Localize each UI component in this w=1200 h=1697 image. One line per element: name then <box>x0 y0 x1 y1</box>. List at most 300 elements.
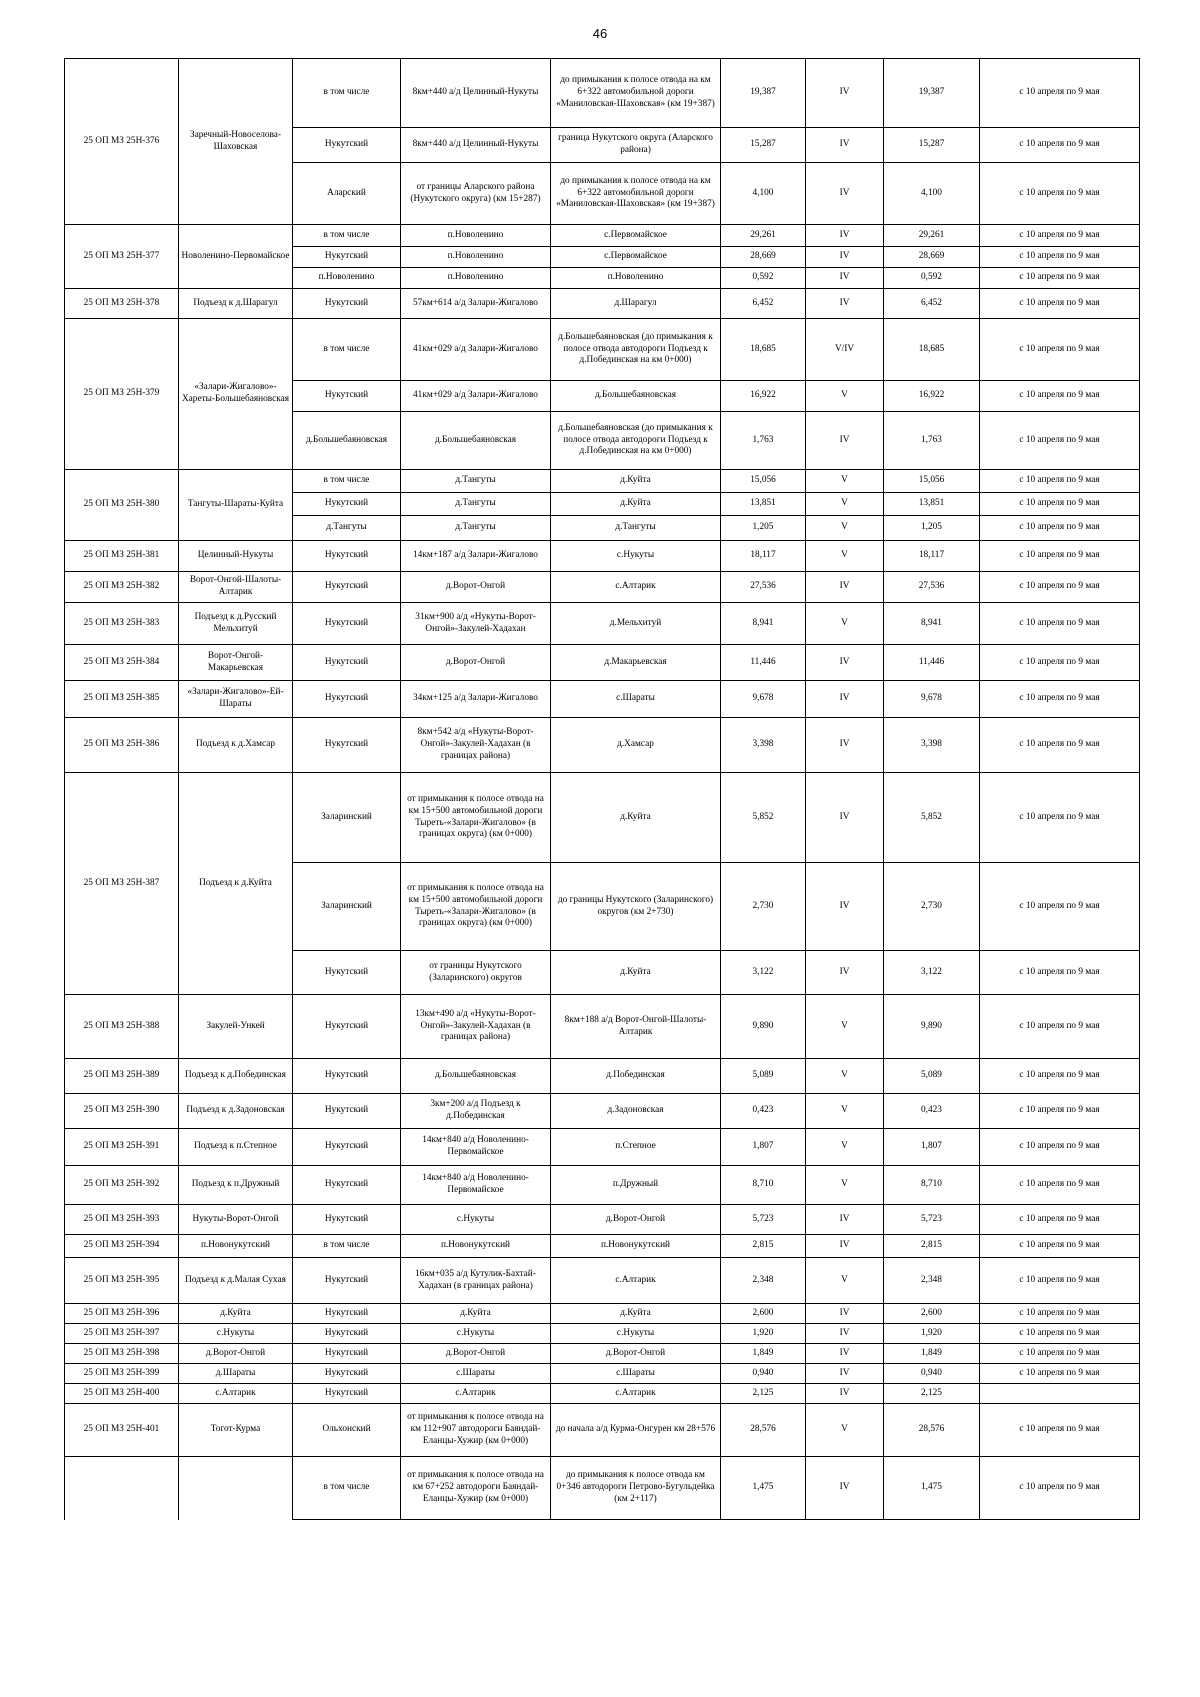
district-cell: Нукутский <box>293 718 401 773</box>
to-cell: д.Задоновская <box>551 1094 721 1129</box>
table-row <box>65 1304 1140 1324</box>
period-cell: с 10 апреля по 9 мая <box>980 493 1140 516</box>
total-cell: 8,710 <box>884 1166 980 1205</box>
length-cell: 6,452 <box>721 289 806 319</box>
category-cell: IV <box>806 1205 884 1235</box>
table-row <box>65 773 1140 863</box>
period-cell: с 10 апреля по 9 мая <box>980 645 1140 681</box>
from-cell: д.Большебаяновская <box>401 1059 551 1094</box>
district-cell: Нукутский <box>293 289 401 319</box>
district-cell: Заларинский <box>293 773 401 863</box>
length-cell: 28,576 <box>721 1404 806 1457</box>
to-cell: граница Нукутского округа (Аларского района) <box>551 128 721 163</box>
to-cell: с.Алтарик <box>551 1384 721 1404</box>
road-name-cell: Подъезд к д.Малая Сухая <box>179 1258 293 1304</box>
table-row <box>65 1205 1140 1235</box>
period-cell: с 10 апреля по 9 мая <box>980 995 1140 1059</box>
length-cell: 29,261 <box>721 225 806 247</box>
from-cell: от примыкания к полосе отвода на км 15+500 автомобильной дороги Тыреть-«Залари-Жигалово» (в границах округа) (км 0+000) <box>401 863 551 951</box>
to-cell: с.Нукуты <box>551 541 721 572</box>
road-code-cell: 25 ОП МЗ 25Н-382 <box>65 572 179 603</box>
category-cell: IV <box>806 1384 884 1404</box>
to-cell: до начала а/д Курма-Онгурен км 28+576 <box>551 1404 721 1457</box>
length-cell: 11,446 <box>721 645 806 681</box>
from-cell: от границы Аларского района (Нукутского округа) (км 15+287) <box>401 163 551 225</box>
from-cell: с.Нукуты <box>401 1205 551 1235</box>
district-cell: в том числе <box>293 59 401 128</box>
period-cell: с 10 апреля по 9 мая <box>980 1457 1140 1520</box>
from-cell: 57км+614 а/д Залари-Жигалово <box>401 289 551 319</box>
period-cell: с 10 апреля по 9 мая <box>980 1166 1140 1205</box>
table-row <box>65 572 1140 603</box>
to-cell: д.Куйта <box>551 493 721 516</box>
to-cell: д.Хамсар <box>551 718 721 773</box>
category-cell: IV <box>806 1304 884 1324</box>
road-name-cell: Подъезд к д.Хамсар <box>179 718 293 773</box>
district-cell: Нукутский <box>293 603 401 645</box>
district-cell: в том числе <box>293 1457 401 1520</box>
road-name-cell: д.Куйта <box>179 1304 293 1324</box>
period-cell: с 10 апреля по 9 мая <box>980 863 1140 951</box>
to-cell: д.Куйта <box>551 470 721 493</box>
table-row <box>65 1324 1140 1344</box>
to-cell: д.Куйта <box>551 1304 721 1324</box>
road-code-cell: 25 ОП МЗ 25Н-387 <box>65 773 179 995</box>
period-cell: с 10 апреля по 9 мая <box>980 225 1140 247</box>
road-name-cell: Нукуты-Ворот-Онгой <box>179 1205 293 1235</box>
total-cell: 0,940 <box>884 1364 980 1384</box>
category-cell: IV <box>806 572 884 603</box>
road-name-cell: Подъезд к д.Задоновская <box>179 1094 293 1129</box>
category-cell: IV <box>806 1364 884 1384</box>
to-cell: д.Ворот-Онгой <box>551 1344 721 1364</box>
table-row <box>65 1059 1140 1094</box>
total-cell: 1,205 <box>884 516 980 541</box>
total-cell: 1,475 <box>884 1457 980 1520</box>
category-cell: IV <box>806 247 884 268</box>
length-cell: 4,100 <box>721 163 806 225</box>
period-cell: с 10 апреля по 9 мая <box>980 718 1140 773</box>
category-cell: IV <box>806 718 884 773</box>
period-cell: с 10 апреля по 9 мая <box>980 268 1140 289</box>
length-cell: 9,678 <box>721 681 806 718</box>
table-row <box>65 1384 1140 1404</box>
district-cell: Нукутский <box>293 572 401 603</box>
district-cell: Нукутский <box>293 128 401 163</box>
table-row <box>65 470 1140 493</box>
to-cell: до примыкания к полосе отвода на км 6+322 автомобильной дороги «Маниловская-Шаховская» (км 19+387) <box>551 163 721 225</box>
category-cell: V/IV <box>806 319 884 381</box>
total-cell: 15,287 <box>884 128 980 163</box>
period-cell: с 10 апреля по 9 мая <box>980 163 1140 225</box>
road-code-cell: 25 ОП МЗ 25Н-399 <box>65 1364 179 1384</box>
table-row <box>65 289 1140 319</box>
category-cell: IV <box>806 1235 884 1258</box>
road-code-cell: 25 ОП МЗ 25Н-379 <box>65 319 179 470</box>
category-cell: IV <box>806 645 884 681</box>
length-cell: 1,849 <box>721 1344 806 1364</box>
period-cell: с 10 апреля по 9 мая <box>980 319 1140 381</box>
category-cell: V <box>806 603 884 645</box>
category-cell: IV <box>806 268 884 289</box>
length-cell: 2,730 <box>721 863 806 951</box>
from-cell: п.Новоленино <box>401 247 551 268</box>
table-row <box>65 718 1140 773</box>
district-cell: Нукутский <box>293 1129 401 1166</box>
table-row <box>65 1258 1140 1304</box>
from-cell: 8км+440 а/д Целинный-Нукуты <box>401 128 551 163</box>
length-cell: 2,815 <box>721 1235 806 1258</box>
road-name-cell: Заречный-Новоселова-Шаховская <box>179 59 293 225</box>
to-cell: д.Макарьевская <box>551 645 721 681</box>
category-cell: IV <box>806 412 884 470</box>
district-cell: в том числе <box>293 319 401 381</box>
roads-table-body <box>65 59 1140 1520</box>
category-cell: V <box>806 381 884 412</box>
to-cell: до примыкания к полосе отвода км 0+346 автодороги Петрово-Бугульдейка (км 2+117) <box>551 1457 721 1520</box>
road-code-cell: 25 ОП МЗ 25Н-388 <box>65 995 179 1059</box>
road-code-cell: 25 ОП МЗ 25Н-389 <box>65 1059 179 1094</box>
period-cell: с 10 апреля по 9 мая <box>980 247 1140 268</box>
length-cell: 28,669 <box>721 247 806 268</box>
district-cell: Нукутский <box>293 1166 401 1205</box>
to-cell: с.Первомайское <box>551 225 721 247</box>
period-cell: с 10 апреля по 9 мая <box>980 1129 1140 1166</box>
road-code-cell: 25 ОП МЗ 25Н-396 <box>65 1304 179 1324</box>
road-code-cell: 25 ОП МЗ 25Н-384 <box>65 645 179 681</box>
table-row <box>65 1235 1140 1258</box>
category-cell: V <box>806 1094 884 1129</box>
total-cell: 8,941 <box>884 603 980 645</box>
to-cell: п.Степное <box>551 1129 721 1166</box>
total-cell: 11,446 <box>884 645 980 681</box>
length-cell: 2,125 <box>721 1384 806 1404</box>
district-cell: Нукутский <box>293 1344 401 1364</box>
length-cell: 8,710 <box>721 1166 806 1205</box>
category-cell: IV <box>806 289 884 319</box>
from-cell: с.Шараты <box>401 1364 551 1384</box>
table-row <box>65 225 1140 247</box>
table-row <box>65 59 1140 128</box>
total-cell: 19,387 <box>884 59 980 128</box>
length-cell: 18,685 <box>721 319 806 381</box>
length-cell: 0,592 <box>721 268 806 289</box>
road-name-cell <box>179 1457 293 1520</box>
total-cell: 2,348 <box>884 1258 980 1304</box>
district-cell: д.Тангуты <box>293 516 401 541</box>
district-cell: Нукутский <box>293 493 401 516</box>
from-cell: 31км+900 а/д «Нукуты-Ворот-Онгой»-Закулей-Хадахан <box>401 603 551 645</box>
total-cell: 3,398 <box>884 718 980 773</box>
district-cell: Нукутский <box>293 1258 401 1304</box>
length-cell: 19,387 <box>721 59 806 128</box>
to-cell: д.Ворот-Онгой <box>551 1205 721 1235</box>
district-cell: Нукутский <box>293 1324 401 1344</box>
period-cell: с 10 апреля по 9 мая <box>980 951 1140 995</box>
length-cell: 2,348 <box>721 1258 806 1304</box>
road-code-cell: 25 ОП МЗ 25Н-390 <box>65 1094 179 1129</box>
road-name-cell: Закулей-Ункей <box>179 995 293 1059</box>
total-cell: 18,117 <box>884 541 980 572</box>
from-cell: 41км+029 а/д Залари-Жигалово <box>401 381 551 412</box>
period-cell: с 10 апреля по 9 мая <box>980 572 1140 603</box>
road-code-cell: 25 ОП МЗ 25Н-391 <box>65 1129 179 1166</box>
road-name-cell: д.Шараты <box>179 1364 293 1384</box>
category-cell: V <box>806 493 884 516</box>
to-cell: с.Шараты <box>551 1364 721 1384</box>
road-code-cell: 25 ОП МЗ 25Н-383 <box>65 603 179 645</box>
category-cell: V <box>806 541 884 572</box>
road-name-cell: Новоленино-Первомайское <box>179 225 293 289</box>
length-cell: 3,122 <box>721 951 806 995</box>
table-row <box>65 645 1140 681</box>
table-row <box>65 1404 1140 1457</box>
to-cell: с.Алтарик <box>551 572 721 603</box>
length-cell: 0,423 <box>721 1094 806 1129</box>
from-cell: 3км+200 а/д Подъезд к д.Побединская <box>401 1094 551 1129</box>
district-cell: Нукутский <box>293 1364 401 1384</box>
district-cell: Нукутский <box>293 951 401 995</box>
total-cell: 5,852 <box>884 773 980 863</box>
table-row <box>65 541 1140 572</box>
to-cell: 8км+188 а/д Ворот-Онгой-Шалоты-Алтарик <box>551 995 721 1059</box>
category-cell: V <box>806 470 884 493</box>
total-cell: 1,849 <box>884 1344 980 1364</box>
total-cell: 16,922 <box>884 381 980 412</box>
period-cell: с 10 апреля по 9 мая <box>980 1364 1140 1384</box>
to-cell: д.Шарагул <box>551 289 721 319</box>
length-cell: 5,723 <box>721 1205 806 1235</box>
road-code-cell: 25 ОП МЗ 25Н-401 <box>65 1404 179 1457</box>
total-cell: 28,669 <box>884 247 980 268</box>
from-cell: от границы Нукутского (Заларинского) округов <box>401 951 551 995</box>
to-cell: с.Первомайское <box>551 247 721 268</box>
period-cell <box>980 1384 1140 1404</box>
length-cell: 18,117 <box>721 541 806 572</box>
from-cell: 14км+840 а/д Новоленино-Первомайское <box>401 1166 551 1205</box>
period-cell: с 10 апреля по 9 мая <box>980 541 1140 572</box>
from-cell: д.Тангуты <box>401 516 551 541</box>
length-cell: 5,852 <box>721 773 806 863</box>
road-name-cell: Ворот-Онгой-Макарьевская <box>179 645 293 681</box>
to-cell: до примыкания к полосе отвода на км 6+322 автомобильной дороги «Маниловская-Шаховская» (км 19+387) <box>551 59 721 128</box>
road-code-cell: 25 ОП МЗ 25Н-378 <box>65 289 179 319</box>
district-cell: Нукутский <box>293 247 401 268</box>
road-name-cell: Ворот-Онгой-Шалоты-Алтарик <box>179 572 293 603</box>
table-row <box>65 1129 1140 1166</box>
from-cell: 8км+542 а/д «Нукуты-Ворот-Онгой»-Закулей-Хадахан (в границах района) <box>401 718 551 773</box>
period-cell: с 10 апреля по 9 мая <box>980 412 1140 470</box>
road-code-cell: 25 ОП МЗ 25Н-376 <box>65 59 179 225</box>
road-code-cell: 25 ОП МЗ 25Н-400 <box>65 1384 179 1404</box>
total-cell: 5,089 <box>884 1059 980 1094</box>
length-cell: 1,205 <box>721 516 806 541</box>
period-cell: с 10 апреля по 9 мая <box>980 773 1140 863</box>
category-cell: IV <box>806 1457 884 1520</box>
to-cell: д.Большебаяновская <box>551 381 721 412</box>
road-code-cell: 25 ОП МЗ 25Н-398 <box>65 1344 179 1364</box>
total-cell: 1,763 <box>884 412 980 470</box>
period-cell: с 10 апреля по 9 мая <box>980 470 1140 493</box>
to-cell: п.Новоленино <box>551 268 721 289</box>
length-cell: 15,056 <box>721 470 806 493</box>
road-code-cell: 25 ОП МЗ 25Н-385 <box>65 681 179 718</box>
period-cell: с 10 апреля по 9 мая <box>980 1258 1140 1304</box>
table-row <box>65 1094 1140 1129</box>
category-cell: IV <box>806 59 884 128</box>
total-cell: 28,576 <box>884 1404 980 1457</box>
period-cell: с 10 апреля по 9 мая <box>980 1304 1140 1324</box>
from-cell: д.Большебаяновская <box>401 412 551 470</box>
district-cell: Нукутский <box>293 541 401 572</box>
road-code-cell: 25 ОП МЗ 25Н-397 <box>65 1324 179 1344</box>
length-cell: 1,475 <box>721 1457 806 1520</box>
period-cell: с 10 апреля по 9 мая <box>980 1404 1140 1457</box>
road-code-cell: 25 ОП МЗ 25Н-395 <box>65 1258 179 1304</box>
table-row <box>65 603 1140 645</box>
road-name-cell: Подъезд к п.Дружный <box>179 1166 293 1205</box>
from-cell: д.Тангуты <box>401 470 551 493</box>
road-name-cell: д.Ворот-Онгой <box>179 1344 293 1364</box>
table-row <box>65 681 1140 718</box>
category-cell: IV <box>806 863 884 951</box>
district-cell: Нукутский <box>293 1304 401 1324</box>
from-cell: п.Новоленино <box>401 268 551 289</box>
from-cell: д.Куйта <box>401 1304 551 1324</box>
road-name-cell: «Залари-Жигалово»-Ей-Шараты <box>179 681 293 718</box>
road-code-cell: 25 ОП МЗ 25Н-392 <box>65 1166 179 1205</box>
to-cell: д.Побединская <box>551 1059 721 1094</box>
road-code-cell <box>65 1457 179 1520</box>
total-cell: 9,678 <box>884 681 980 718</box>
district-cell: Ольхонский <box>293 1404 401 1457</box>
from-cell: 34км+125 а/д Залари-Жигалово <box>401 681 551 718</box>
table-row <box>65 319 1140 381</box>
length-cell: 0,940 <box>721 1364 806 1384</box>
total-cell: 0,592 <box>884 268 980 289</box>
length-cell: 1,763 <box>721 412 806 470</box>
road-code-cell: 25 ОП МЗ 25Н-393 <box>65 1205 179 1235</box>
from-cell: с.Нукуты <box>401 1324 551 1344</box>
total-cell: 15,056 <box>884 470 980 493</box>
total-cell: 29,261 <box>884 225 980 247</box>
period-cell: с 10 апреля по 9 мая <box>980 681 1140 718</box>
to-cell: д.Большебаяновская (до примыкания к полосе отвода автодороги Подъезд к д.Побединская на км 0+000) <box>551 412 721 470</box>
period-cell: с 10 апреля по 9 мая <box>980 603 1140 645</box>
road-name-cell: Подъезд к д.Шарагул <box>179 289 293 319</box>
total-cell: 2,815 <box>884 1235 980 1258</box>
road-name-cell: «Залари-Жигалово»-Хареты-Большебаяновская <box>179 319 293 470</box>
road-name-cell: Тогот-Курма <box>179 1404 293 1457</box>
length-cell: 27,536 <box>721 572 806 603</box>
road-code-cell: 25 ОП МЗ 25Н-380 <box>65 470 179 541</box>
to-cell: до границы Нукутского (Заларинского) округов (км 2+730) <box>551 863 721 951</box>
period-cell: с 10 апреля по 9 мая <box>980 59 1140 128</box>
from-cell: д.Ворот-Онгой <box>401 572 551 603</box>
period-cell: с 10 апреля по 9 мая <box>980 128 1140 163</box>
total-cell: 4,100 <box>884 163 980 225</box>
category-cell: IV <box>806 163 884 225</box>
total-cell: 18,685 <box>884 319 980 381</box>
from-cell: 14км+187 а/д Залари-Жигалово <box>401 541 551 572</box>
from-cell: 16км+035 а/д Кутулик-Бахтай-Хадахан (в границах района) <box>401 1258 551 1304</box>
length-cell: 1,807 <box>721 1129 806 1166</box>
period-cell: с 10 апреля по 9 мая <box>980 1094 1140 1129</box>
category-cell: V <box>806 1129 884 1166</box>
roads-table <box>64 58 1140 1520</box>
period-cell: с 10 апреля по 9 мая <box>980 1235 1140 1258</box>
length-cell: 15,287 <box>721 128 806 163</box>
road-code-cell: 25 ОП МЗ 25Н-386 <box>65 718 179 773</box>
category-cell: V <box>806 1059 884 1094</box>
page-number: 46 <box>592 26 608 41</box>
category-cell: V <box>806 1404 884 1457</box>
district-cell: в том числе <box>293 470 401 493</box>
category-cell: V <box>806 995 884 1059</box>
length-cell: 5,089 <box>721 1059 806 1094</box>
period-cell: с 10 апреля по 9 мая <box>980 1059 1140 1094</box>
from-cell: с.Алтарик <box>401 1384 551 1404</box>
table-row <box>65 1344 1140 1364</box>
total-cell: 2,125 <box>884 1384 980 1404</box>
category-cell: IV <box>806 1324 884 1344</box>
period-cell: с 10 апреля по 9 мая <box>980 1324 1140 1344</box>
table-row <box>65 1364 1140 1384</box>
total-cell: 2,600 <box>884 1304 980 1324</box>
to-cell: д.Куйта <box>551 773 721 863</box>
to-cell: д.Тангуты <box>551 516 721 541</box>
total-cell: 1,920 <box>884 1324 980 1344</box>
district-cell: Нукутский <box>293 1094 401 1129</box>
total-cell: 13,851 <box>884 493 980 516</box>
total-cell: 3,122 <box>884 951 980 995</box>
to-cell: с.Шараты <box>551 681 721 718</box>
road-name-cell: с.Нукуты <box>179 1324 293 1344</box>
category-cell: IV <box>806 773 884 863</box>
district-cell: д.Большебаяновская <box>293 412 401 470</box>
category-cell: IV <box>806 225 884 247</box>
total-cell: 5,723 <box>884 1205 980 1235</box>
road-name-cell: Целинный-Нукуты <box>179 541 293 572</box>
road-code-cell: 25 ОП МЗ 25Н-394 <box>65 1235 179 1258</box>
period-cell: с 10 апреля по 9 мая <box>980 381 1140 412</box>
total-cell: 27,536 <box>884 572 980 603</box>
road-name-cell: п.Новонукутский <box>179 1235 293 1258</box>
category-cell: IV <box>806 681 884 718</box>
length-cell: 3,398 <box>721 718 806 773</box>
length-cell: 9,890 <box>721 995 806 1059</box>
total-cell: 9,890 <box>884 995 980 1059</box>
table-row <box>65 995 1140 1059</box>
road-name-cell: Подъезд к д.Куйта <box>179 773 293 995</box>
district-cell: Нукутский <box>293 645 401 681</box>
from-cell: п.Новонукутский <box>401 1235 551 1258</box>
category-cell: V <box>806 516 884 541</box>
total-cell: 6,452 <box>884 289 980 319</box>
length-cell: 13,851 <box>721 493 806 516</box>
table-row <box>65 1457 1140 1520</box>
to-cell: д.Куйта <box>551 951 721 995</box>
district-cell: в том числе <box>293 1235 401 1258</box>
category-cell: V <box>806 1166 884 1205</box>
category-cell: IV <box>806 128 884 163</box>
from-cell: п.Новоленино <box>401 225 551 247</box>
length-cell: 2,600 <box>721 1304 806 1324</box>
from-cell: д.Ворот-Онгой <box>401 1344 551 1364</box>
category-cell: V <box>806 1258 884 1304</box>
to-cell: п.Дружный <box>551 1166 721 1205</box>
total-cell: 1,807 <box>884 1129 980 1166</box>
